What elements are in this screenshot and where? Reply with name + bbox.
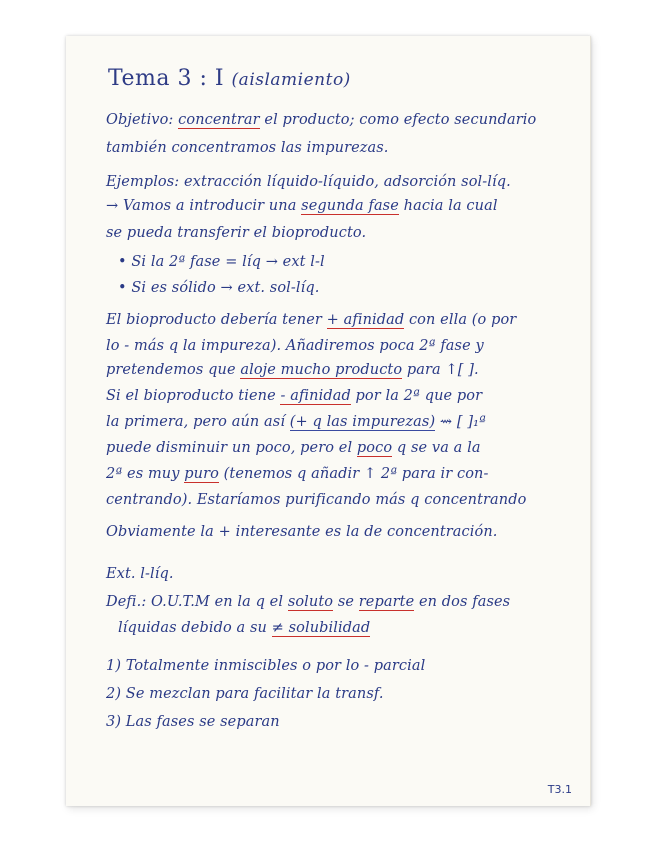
note-line-14: 2ª es muy puro (tenemos q añadir ↑ 2ª para ir con- [106,466,489,482]
underlined-word: poco [356,440,393,456]
underlined-phrase: - afinidad [280,388,351,404]
underlined-phrase: aloje mucho producto [240,362,403,378]
underlined-word: soluto [287,594,334,610]
note-line-2: también concentramos las impurezas. [106,140,389,156]
notebook-page [66,36,591,806]
page-number: T3.1 [547,783,572,796]
note-line-9: lo - más q la impureza). Añadiremos poca 2ª fase y [106,338,484,354]
section-heading: Ext. l-líq. [106,566,174,582]
note-line-3: Ejemplos: extracción líquido-líquido, adsorción sol-líq. [106,174,511,190]
note-line-18: Defi.: O.U.T.M en la q el soluto se reparte en dos fases [106,594,511,610]
numbered-item-3: 3) Las fases se separan [106,714,280,730]
note-line-19: líquidas debido a su ≠ solubilidad [118,620,371,636]
title-parenthetical: (aislamiento) [231,70,351,90]
note-line-4: → Vamos a introducir una segunda fase hacia la cual [106,198,498,214]
note-line-5: se pueda transferir el bioproducto. [106,225,367,241]
underlined-phrase: + afinidad [326,312,405,328]
underlined-phrase: ≠ solubilidad [271,620,371,636]
note-line-11: Si el bioproducto tiene - afinidad por la 2ª que por [106,388,483,404]
note-line-8: El bioproducto debería tener + afinidad con ella (o por [106,312,517,328]
numbered-item-1: 1) Totalmente inmiscibles o por lo - parcial [106,658,426,674]
underlined-phrase: (+ q las impurezas) [289,414,436,430]
note-title [108,66,351,91]
note-bullet-2: • Si es sólido → ext. sol-líq. [118,280,320,296]
note-line-16: Obviamente la + interesante es la de concentración. [106,524,498,540]
note-line-1: Objetivo: concentrar el producto; como efecto secundario [106,112,537,128]
title-main: Tema 3 : I [108,66,225,91]
underlined-phrase: segunda fase [301,198,399,214]
note-line-10: pretendemos que aloje mucho producto para ↑[ ]. [106,362,479,378]
note-bullet-1: • Si la 2ª fase = líq → ext l-l [118,254,325,270]
note-line-15: centrando). Estaríamos purificando más q concentrando [106,492,527,508]
underlined-word: concentrar [178,112,260,128]
underlined-word: reparte [358,594,415,610]
note-line-13: puede disminuir un poco, pero el poco q se va a la [106,440,481,456]
numbered-item-2: 2) Se mezclan para facilitar la transf. [106,686,384,702]
note-line-12: la primera, pero aún así (+ q las impurezas) ⇝ [ ]₁ª [106,414,487,430]
underlined-word: puro [184,466,219,482]
